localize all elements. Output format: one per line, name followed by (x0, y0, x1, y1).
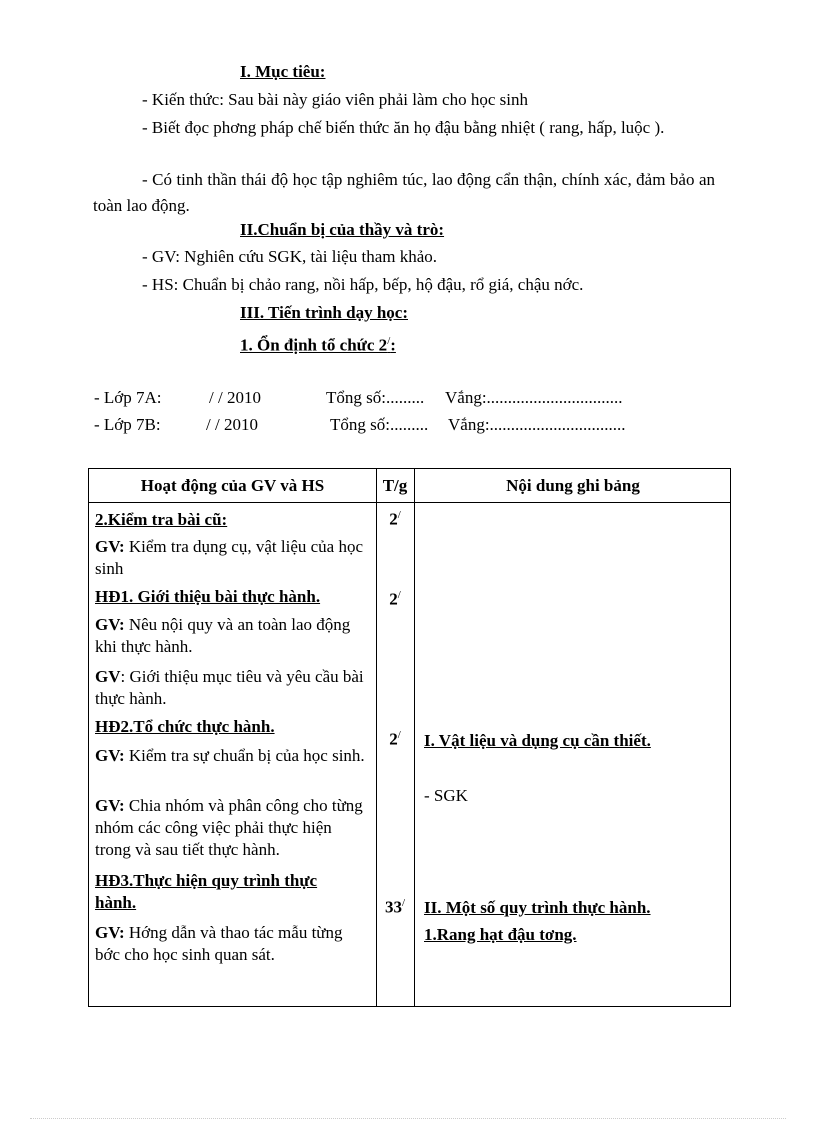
prime-mark: / (397, 589, 401, 601)
gv-text: Chia nhóm và phân công cho từng nhóm các công việc phải thực hiện trong và sau tiết thực hành. (95, 796, 363, 859)
time-value: 33 (384, 897, 402, 917)
activity-gv-demo (95, 922, 367, 966)
activity-check-old-lesson: 2.Kiểm tra bài cũ: (95, 510, 228, 529)
content-procedures-heading: II. Một số quy trình thực hành. (424, 898, 651, 917)
gv-text: : Giới thiệu mục tiêu và yêu cầu bài thực hành. (95, 667, 364, 708)
activity-hd1-heading: HĐ1. Giới thiệu bài thực hành. (95, 587, 321, 606)
time-hd3 (382, 897, 408, 918)
column-divider-2 (414, 469, 415, 1006)
activity-hd3-heading: HĐ3.Thực hiện quy trình thực hành. (95, 871, 318, 912)
time-value: 2 (389, 729, 398, 749)
section1-heading: I. Mục tiêu: (240, 62, 326, 81)
prime-mark: / (401, 897, 406, 909)
knowledge-line: - Kiến thức: Sau bài này giáo viên phải làm cho học sinh (142, 90, 528, 109)
activity-gv-rules (95, 614, 367, 658)
attendance-class-7b: - Lớp 7B: (94, 415, 161, 434)
column-divider-1 (376, 469, 377, 1006)
prime-mark: / (397, 509, 401, 521)
time-value: 2 (389, 509, 398, 529)
activity-gv-check-tools (95, 536, 367, 580)
gv-label: GV: (95, 537, 125, 556)
activity-gv-objectives (95, 666, 367, 710)
time-hd2 (385, 729, 405, 750)
header-content: Nội dung ghi bảng (506, 476, 640, 495)
prime-mark: / (387, 335, 391, 347)
section3-heading: III. Tiến trình dạy học: (240, 303, 408, 322)
skill-paragraph: - Biết đọc phơng pháp chế biến thức ăn họ đậu bằng nhiệt ( rang, hấp, luộc ). (142, 118, 665, 137)
attendance-absent-7b: Vắng:................................ (448, 415, 626, 434)
attendance-absent-7a: Vắng:................................ (445, 388, 623, 407)
content-roast-soybeans: 1.Rang hạt đậu tơng. (424, 925, 577, 944)
time-hd1 (385, 589, 405, 610)
gv-text: Kiểm tra sự chuẩn bị của học sinh. (124, 746, 365, 765)
attendance-class-7a: - Lớp 7A: (94, 388, 162, 407)
activity-gv-groups (95, 795, 367, 861)
gv-label: GV: (95, 923, 125, 942)
gv-label: GV: (95, 746, 125, 765)
gv-text: Hớng dẫn và thao tác mẫu từng bớc cho học sinh quan sát. (95, 923, 343, 964)
gv-text: Kiểm tra dụng cụ, vật liệu của học sinh (95, 537, 363, 578)
header-divider (89, 502, 730, 503)
lesson-table (88, 468, 731, 1007)
hs-preparation: - HS: Chuẩn bị chảo rang, nồi hấp, bếp, hộ đậu, rổ giá, chậu nớc. (142, 275, 584, 294)
gv-label: GV: (95, 615, 125, 634)
gv-label: GV (95, 667, 121, 686)
stabilize-heading (240, 331, 396, 356)
page-bottom-border (30, 1118, 786, 1119)
content-sgk: - SGK (424, 786, 468, 805)
gv-text: Nêu nội quy và an toàn lao động khi thực hành. (95, 615, 351, 656)
header-time: T/g (382, 476, 408, 495)
attendance-total-7b: Tổng số:......... (330, 415, 429, 434)
prime-mark: / (397, 729, 401, 741)
activity-hd2-heading: HĐ2.Tổ chức thực hành. (95, 717, 275, 736)
section2-heading: II.Chuẩn bị của thầy và trò: (240, 220, 445, 239)
gv-preparation: - GV: Nghiên cứu SGK, tài liệu tham khảo. (142, 247, 438, 266)
stabilize-text: 1. Ổn định tổ chức 2 (240, 335, 388, 355)
gv-label: GV: (95, 796, 125, 815)
content-materials-heading: I. Vật liệu và dụng cụ cần thiết. (424, 731, 651, 750)
attendance-date-7a: / / 2010 (209, 388, 261, 407)
header-activity: Hoạt động của GV và HS (140, 476, 325, 495)
attendance-total-7a: Tổng số:......... (326, 388, 425, 407)
activity-gv-check-prep (95, 745, 367, 767)
attitude-paragraph: - Có tinh thần thái độ học tập nghiêm túc, lao động cẩn thận, chính xác, đảm bảo an toàn lao động. (93, 170, 715, 215)
attendance-date-7b: / / 2010 (206, 415, 258, 434)
stabilize-suffix: : (390, 335, 396, 355)
time-value: 2 (389, 589, 398, 609)
time-check-old (385, 509, 405, 530)
